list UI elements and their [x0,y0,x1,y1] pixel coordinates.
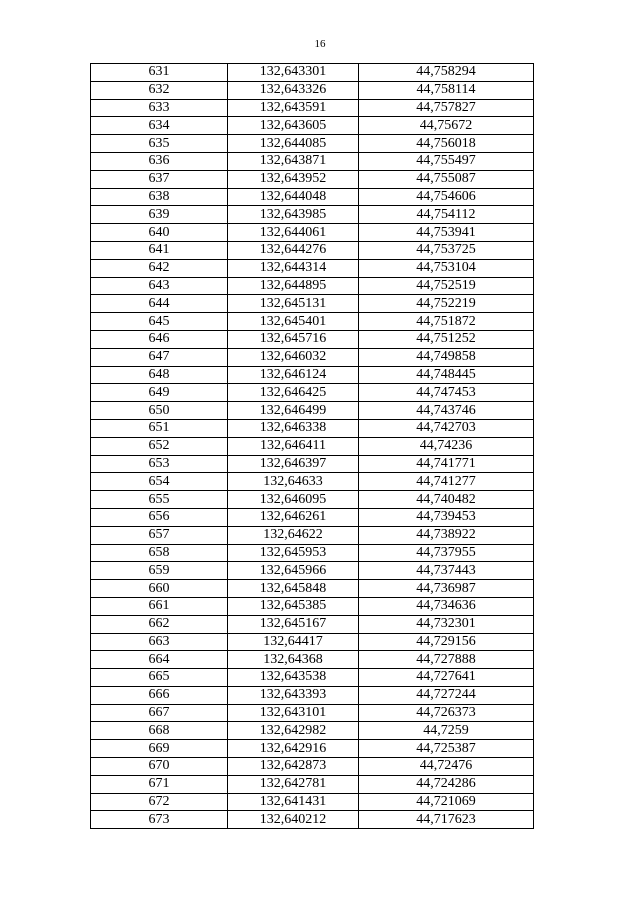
y-coordinate-cell: 44,753725 [359,241,534,259]
table-row [91,544,534,562]
point-number-cell: 637 [91,170,228,188]
x-coordinate-cell: 132,645131 [228,295,359,313]
table-row [91,348,534,366]
x-coordinate-cell: 132,644276 [228,241,359,259]
table-row [91,793,534,811]
table-row [91,81,534,99]
table-row [91,686,534,704]
x-coordinate-cell: 132,646124 [228,366,359,384]
x-coordinate-cell: 132,643326 [228,81,359,99]
y-coordinate-cell: 44,758294 [359,64,534,82]
y-coordinate-cell: 44,751872 [359,313,534,331]
point-number-cell: 671 [91,775,228,793]
y-coordinate-cell: 44,741771 [359,455,534,473]
point-number-cell: 666 [91,686,228,704]
table-row [91,491,534,509]
point-number-cell: 653 [91,455,228,473]
point-number-cell: 634 [91,117,228,135]
x-coordinate-cell: 132,643952 [228,170,359,188]
point-number-cell: 632 [91,81,228,99]
table-row [91,366,534,384]
x-coordinate-cell: 132,645966 [228,562,359,580]
table-row [91,704,534,722]
point-number-cell: 663 [91,633,228,651]
x-coordinate-cell: 132,644048 [228,188,359,206]
point-number-cell: 655 [91,491,228,509]
x-coordinate-cell: 132,64633 [228,473,359,491]
table-row [91,206,534,224]
table-row [91,313,534,331]
table-row [91,402,534,420]
y-coordinate-cell: 44,756018 [359,135,534,153]
x-coordinate-cell: 132,64417 [228,633,359,651]
point-number-cell: 660 [91,580,228,598]
coordinates-table [90,63,534,829]
y-coordinate-cell: 44,717623 [359,811,534,829]
point-number-cell: 670 [91,758,228,776]
table-row [91,277,534,295]
x-coordinate-cell: 132,643985 [228,206,359,224]
point-number-cell: 659 [91,562,228,580]
y-coordinate-cell: 44,737955 [359,544,534,562]
table-row [91,508,534,526]
table-row [91,330,534,348]
x-coordinate-cell: 132,643605 [228,117,359,135]
y-coordinate-cell: 44,749858 [359,348,534,366]
point-number-cell: 631 [91,64,228,82]
point-number-cell: 664 [91,651,228,669]
point-number-cell: 639 [91,206,228,224]
y-coordinate-cell: 44,734636 [359,597,534,615]
x-coordinate-cell: 132,643591 [228,99,359,117]
y-coordinate-cell: 44,7259 [359,722,534,740]
point-number-cell: 643 [91,277,228,295]
y-coordinate-cell: 44,726373 [359,704,534,722]
y-coordinate-cell: 44,727888 [359,651,534,669]
point-number-cell: 651 [91,419,228,437]
x-coordinate-cell: 132,644895 [228,277,359,295]
y-coordinate-cell: 44,737443 [359,562,534,580]
y-coordinate-cell: 44,72476 [359,758,534,776]
y-coordinate-cell: 44,748445 [359,366,534,384]
table-row [91,758,534,776]
y-coordinate-cell: 44,736987 [359,580,534,598]
x-coordinate-cell: 132,646095 [228,491,359,509]
point-number-cell: 658 [91,544,228,562]
point-number-cell: 662 [91,615,228,633]
x-coordinate-cell: 132,646261 [228,508,359,526]
table-row [91,669,534,687]
x-coordinate-cell: 132,642781 [228,775,359,793]
table-row [91,152,534,170]
x-coordinate-cell: 132,64622 [228,526,359,544]
y-coordinate-cell: 44,747453 [359,384,534,402]
table-row [91,384,534,402]
x-coordinate-cell: 132,646397 [228,455,359,473]
x-coordinate-cell: 132,641431 [228,793,359,811]
y-coordinate-cell: 44,732301 [359,615,534,633]
x-coordinate-cell: 132,645953 [228,544,359,562]
table-row [91,117,534,135]
table-row [91,615,534,633]
point-number-cell: 672 [91,793,228,811]
point-number-cell: 657 [91,526,228,544]
x-coordinate-cell: 132,645385 [228,597,359,615]
table-row [91,224,534,242]
y-coordinate-cell: 44,724286 [359,775,534,793]
y-coordinate-cell: 44,74236 [359,437,534,455]
point-number-cell: 644 [91,295,228,313]
point-number-cell: 661 [91,597,228,615]
y-coordinate-cell: 44,753104 [359,259,534,277]
point-number-cell: 636 [91,152,228,170]
x-coordinate-cell: 132,643538 [228,669,359,687]
y-coordinate-cell: 44,758114 [359,81,534,99]
y-coordinate-cell: 44,753941 [359,224,534,242]
x-coordinate-cell: 132,645167 [228,615,359,633]
y-coordinate-cell: 44,740482 [359,491,534,509]
x-coordinate-cell: 132,643393 [228,686,359,704]
table-row [91,580,534,598]
y-coordinate-cell: 44,721069 [359,793,534,811]
x-coordinate-cell: 132,646032 [228,348,359,366]
y-coordinate-cell: 44,725387 [359,740,534,758]
table-row [91,651,534,669]
point-number-cell: 642 [91,259,228,277]
x-coordinate-cell: 132,646425 [228,384,359,402]
y-coordinate-cell: 44,754112 [359,206,534,224]
y-coordinate-cell: 44,738922 [359,526,534,544]
y-coordinate-cell: 44,727641 [359,669,534,687]
table-row [91,633,534,651]
x-coordinate-cell: 132,642916 [228,740,359,758]
point-number-cell: 641 [91,241,228,259]
x-coordinate-cell: 132,644085 [228,135,359,153]
y-coordinate-cell: 44,741277 [359,473,534,491]
x-coordinate-cell: 132,646499 [228,402,359,420]
coordinates-table-body [91,64,534,829]
point-number-cell: 665 [91,669,228,687]
x-coordinate-cell: 132,645848 [228,580,359,598]
x-coordinate-cell: 132,643871 [228,152,359,170]
table-row [91,99,534,117]
point-number-cell: 633 [91,99,228,117]
point-number-cell: 656 [91,508,228,526]
table-row [91,775,534,793]
table-row [91,188,534,206]
table-row [91,419,534,437]
table-row [91,259,534,277]
x-coordinate-cell: 132,642982 [228,722,359,740]
point-number-cell: 669 [91,740,228,758]
point-number-cell: 640 [91,224,228,242]
y-coordinate-cell: 44,757827 [359,99,534,117]
point-number-cell: 635 [91,135,228,153]
point-number-cell: 645 [91,313,228,331]
table-row [91,170,534,188]
table-row [91,811,534,829]
point-number-cell: 650 [91,402,228,420]
y-coordinate-cell: 44,752519 [359,277,534,295]
table-row [91,722,534,740]
y-coordinate-cell: 44,727244 [359,686,534,704]
x-coordinate-cell: 132,642873 [228,758,359,776]
table-row [91,295,534,313]
point-number-cell: 667 [91,704,228,722]
x-coordinate-cell: 132,644061 [228,224,359,242]
x-coordinate-cell: 132,645401 [228,313,359,331]
y-coordinate-cell: 44,754606 [359,188,534,206]
x-coordinate-cell: 132,645716 [228,330,359,348]
page-number: 16 [314,38,326,50]
table-row [91,526,534,544]
y-coordinate-cell: 44,751252 [359,330,534,348]
x-coordinate-cell: 132,644314 [228,259,359,277]
y-coordinate-cell: 44,752219 [359,295,534,313]
table-row [91,597,534,615]
point-number-cell: 649 [91,384,228,402]
table-row [91,135,534,153]
point-number-cell: 673 [91,811,228,829]
table-row [91,740,534,758]
table-row [91,562,534,580]
x-coordinate-cell: 132,646338 [228,419,359,437]
y-coordinate-cell: 44,729156 [359,633,534,651]
point-number-cell: 668 [91,722,228,740]
point-number-cell: 648 [91,366,228,384]
x-coordinate-cell: 132,640212 [228,811,359,829]
table-row [91,473,534,491]
y-coordinate-cell: 44,742703 [359,419,534,437]
y-coordinate-cell: 44,755087 [359,170,534,188]
y-coordinate-cell: 44,755497 [359,152,534,170]
point-number-cell: 647 [91,348,228,366]
y-coordinate-cell: 44,743746 [359,402,534,420]
x-coordinate-cell: 132,64368 [228,651,359,669]
x-coordinate-cell: 132,646411 [228,437,359,455]
x-coordinate-cell: 132,643301 [228,64,359,82]
point-number-cell: 646 [91,330,228,348]
point-number-cell: 654 [91,473,228,491]
table-row [91,437,534,455]
table-row [91,455,534,473]
y-coordinate-cell: 44,75672 [359,117,534,135]
table-row [91,241,534,259]
y-coordinate-cell: 44,739453 [359,508,534,526]
point-number-cell: 652 [91,437,228,455]
x-coordinate-cell: 132,643101 [228,704,359,722]
table-row [91,64,534,82]
point-number-cell: 638 [91,188,228,206]
